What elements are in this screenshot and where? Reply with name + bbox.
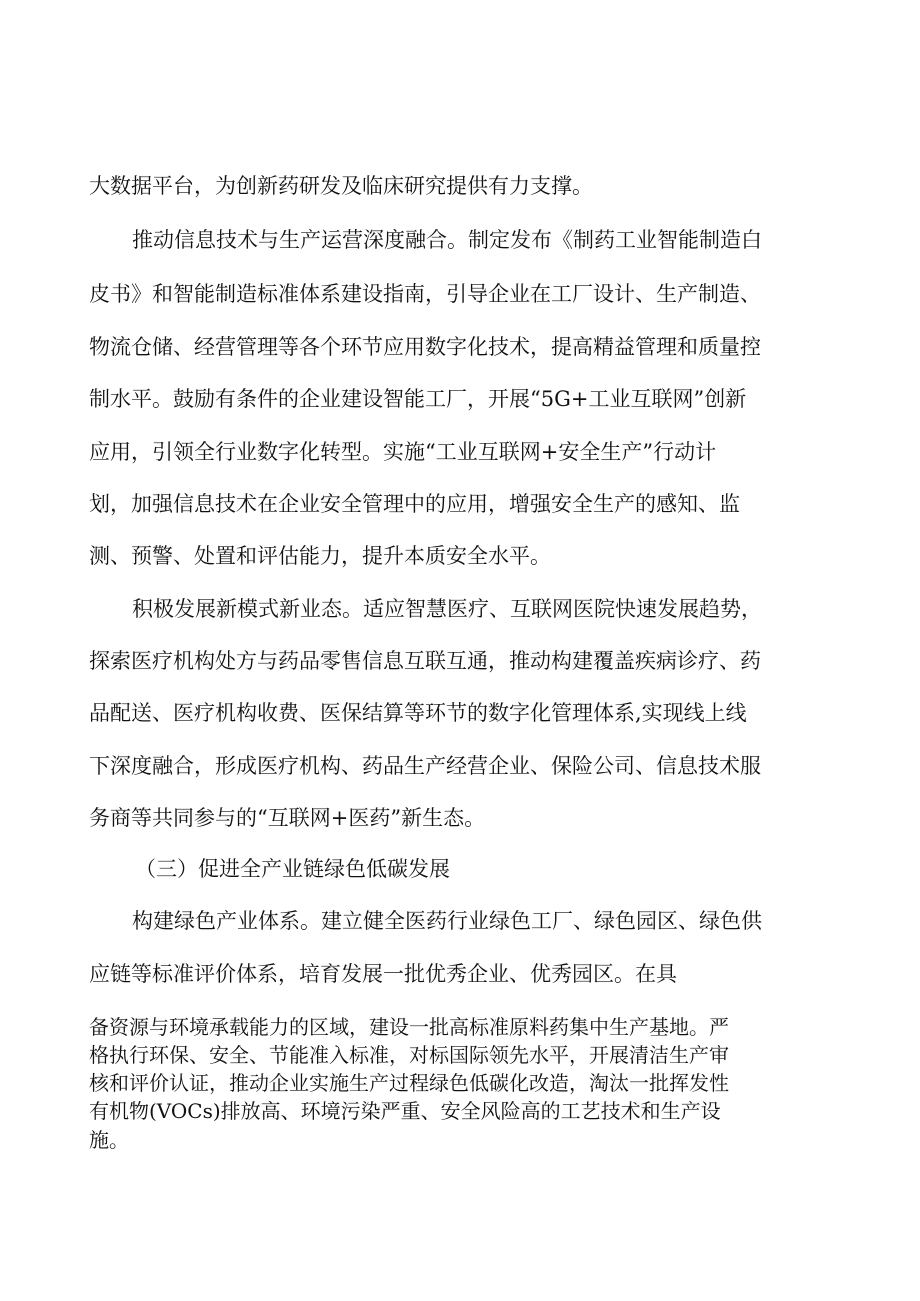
paragraph-line: 应用，引领全行业数字化转型。实施“工业互联网+安全生产”行动计 bbox=[89, 440, 717, 464]
paragraph-line: 大数据平台，为创新药研发及临床研究提供有力支撑。 bbox=[89, 174, 593, 198]
paragraph-line: 探索医疗机构处方与药品零售信息互联互通，推动构建覆盖疾病诊疗、药 bbox=[89, 649, 761, 673]
paragraph-line: 品配送、医疗机构收费、医保结算等环节的数字化管理体系,实现线上线 bbox=[89, 701, 747, 725]
paragraph-line: 有机物(VOCs)排放高、环境污染严重、安全风险高的工艺技术和生产设 bbox=[89, 1099, 721, 1123]
paragraph-line: 构建绿色产业体系。建立健全医药行业绿色工厂、绿色园区、绿色供 bbox=[132, 909, 762, 933]
paragraph-line: 应链等标准评价体系，培育发展一批优秀企业、优秀园区。在具 bbox=[89, 962, 677, 986]
paragraph-line: 积极发展新模式新业态。适应智慧医疗、互联网医院快速发展趋势， bbox=[132, 597, 762, 621]
paragraph-line: 推动信息技术与生产运营深度融合。制定发布《制药工业智能制造白 bbox=[132, 228, 762, 252]
section-heading: （三）促进全产业链绿色低碳发展 bbox=[135, 857, 450, 881]
paragraph-line: 施。 bbox=[89, 1128, 129, 1152]
paragraph-line: 备资源与环境承载能力的区域，建设一批高标准原料药集中生产基地。严 bbox=[89, 1015, 729, 1039]
paragraph-line: 皮书》和智能制造标准体系建设指南，引导企业在工厂设计、生产制造、 bbox=[89, 282, 761, 306]
paragraph-line: 测、预警、处置和评估能力，提升本质安全水平。 bbox=[89, 544, 551, 568]
paragraph-line: 格执行环保、安全、节能准入标准，对标国际领先水平，开展清洁生产审 bbox=[89, 1043, 729, 1067]
paragraph-line: 务商等共同参与的“互联网+医药”新生态。 bbox=[89, 806, 486, 830]
paragraph-line: 制水平。鼓励有条件的企业建设智能工厂，开展“5G+工业互联网”创新 bbox=[89, 387, 747, 411]
paragraph-line: 核和评价认证，推动企业实施生产过程绿色低碳化改造，淘汰一批挥发性 bbox=[89, 1071, 729, 1095]
paragraph-line: 划，加强信息技术在企业安全管理中的应用，增强安全生产的感知、监 bbox=[89, 492, 740, 516]
paragraph-line: 物流仓储、经营管理等各个环节应用数字化技术，提高精益管理和质量控 bbox=[89, 335, 761, 359]
paragraph-line: 下深度融合，形成医疗机构、药品生产经营企业、保险公司、信息技术服 bbox=[89, 754, 761, 778]
